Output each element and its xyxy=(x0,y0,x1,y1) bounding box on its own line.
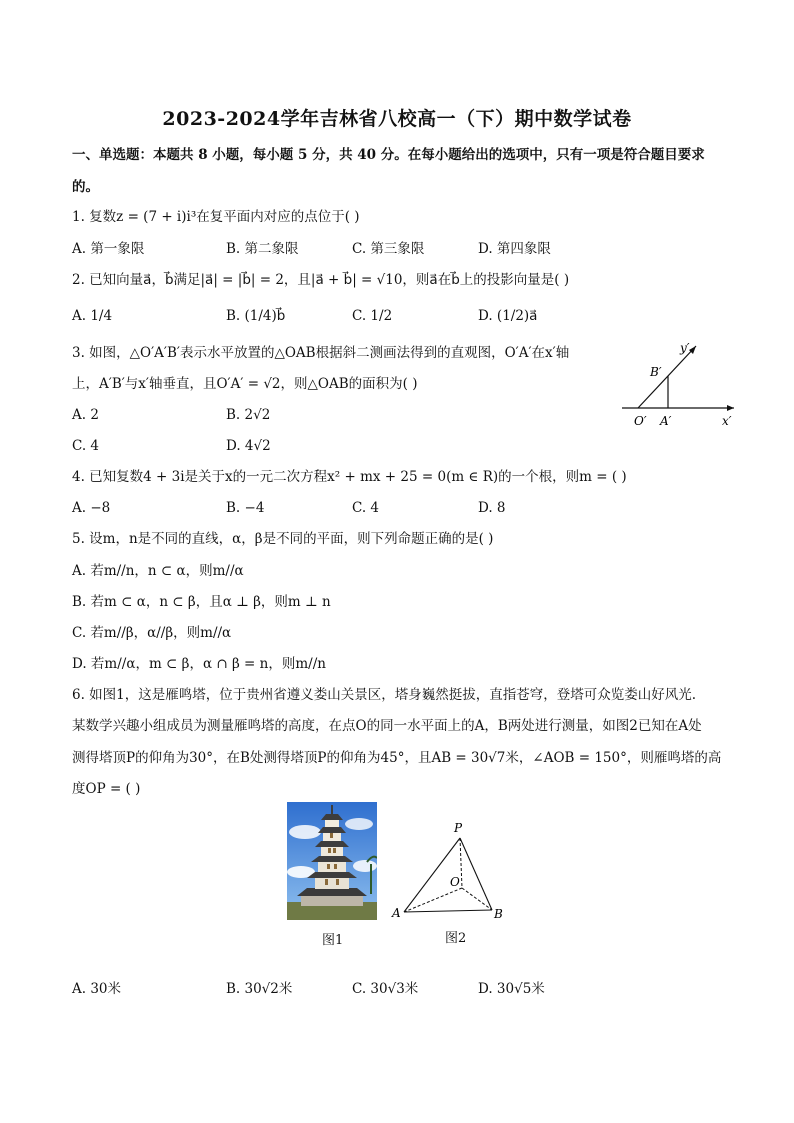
section-heading-line1: 一、单选题：本题共 8 小题，每小题 5 分，共 40 分。在每小题给出的选项中，只有一项是符合题目要求 xyxy=(72,147,705,163)
question-1-option-d: D. 第四象限 xyxy=(478,241,551,257)
question-2-option-a: A. 1/4 xyxy=(72,308,113,324)
question-4-option-c: C. 4 xyxy=(352,500,380,516)
question-4-option-a: A. −8 xyxy=(72,500,111,516)
tower-geometry-figure xyxy=(388,818,512,928)
figure-2-caption: 图2 xyxy=(445,931,467,946)
label-o-prime: O′ xyxy=(634,414,647,428)
question-4-option-b: B. −4 xyxy=(226,500,265,516)
label-x-prime: x′ xyxy=(722,414,732,428)
question-5-option-c: C. 若m//β，α//β，则m//α xyxy=(72,625,232,641)
question-4-stem: 4. 已知复数4 + 3i是关于x的一元二次方程x² + mx + 25 = 0(m ∈ R)的一个根，则m = ( ) xyxy=(72,469,627,485)
question-3-figure xyxy=(616,336,742,430)
question-6-stem-line2: 某数学兴趣小组成员为测量雁鸣塔的高度，在点O的同一水平面上的A，B两处进行测量，如图2已知在A处 xyxy=(72,718,702,734)
question-6-option-d: D. 30√5米 xyxy=(478,981,545,997)
figure-1-caption: 图1 xyxy=(322,933,344,948)
edge-p-b xyxy=(460,838,492,910)
question-6-option-b: B. 30√2米 xyxy=(226,981,293,997)
page-title: 2023-2024学年吉林省八校高一（下）期中数学试卷 xyxy=(162,108,632,130)
question-2-stem: 2. 已知向量a⃗，b⃗满足|a⃗| = |b⃗| = 2，且|a⃗ + b⃗| = √10，则a⃗在b⃗上的投影向量是( ) xyxy=(72,272,570,288)
label-y-prime: y′ xyxy=(680,341,690,355)
question-3-option-d: D. 4√2 xyxy=(226,438,271,454)
question-1-stem: 1. 复数z = (7 + i)i³在复平面内对应的点位于( ) xyxy=(72,209,360,225)
question-1-option-a: A. 第一象限 xyxy=(72,241,145,257)
question-3-stem-line1: 3. 如图，△O′A′B′表示水平放置的△OAB根据斜二测画法得到的直观图，O′A′在x′轴 xyxy=(72,345,570,361)
pagoda-photo xyxy=(287,802,377,920)
question-6-stem-line4: 度OP = ( ) xyxy=(72,781,141,797)
label-o: O xyxy=(450,875,460,889)
label-b-prime: B′ xyxy=(650,365,662,379)
question-6-stem-line1: 6. 如图1，这是雁鸣塔，位于贵州省遵义娄山关景区，塔身巍然挺拔，直指苍穹，登塔可众览娄山好风光. xyxy=(72,687,697,703)
question-5-option-b: B. 若m ⊂ α，n ⊂ β，且α ⊥ β，则m ⊥ n xyxy=(72,594,331,610)
question-3-option-b: B. 2√2 xyxy=(226,407,271,423)
question-5-option-a: A. 若m//n，n ⊂ α，则m//α xyxy=(72,563,244,579)
question-2-option-b: B. (1/4)b⃗ xyxy=(226,308,286,324)
label-p: P xyxy=(454,821,463,835)
question-3-stem-line2: 上，A′B′与x′轴垂直，且O′A′ = √2，则△OAB的面积为( ) xyxy=(72,376,418,392)
question-1-option-c: C. 第三象限 xyxy=(352,241,425,257)
edge-a-b xyxy=(404,910,492,912)
question-6-stem-line3: 测得塔顶P的仰角为30°，在B处测得塔顶P的仰角为45°，且AB = 30√7米，∠AOB = 150°，则雁鸣塔的高 xyxy=(72,750,722,766)
question-6-option-a: A. 30米 xyxy=(72,981,122,997)
question-6-option-c: C. 30√3米 xyxy=(352,981,419,997)
question-1-option-b: B. 第二象限 xyxy=(226,241,299,257)
label-b: B xyxy=(494,907,503,921)
x-axis-arrow xyxy=(727,405,734,411)
question-3-option-c: C. 4 xyxy=(72,438,100,454)
edge-p-o xyxy=(460,838,462,888)
section-heading-line2: 的。 xyxy=(72,179,99,195)
question-3-option-a: A. 2 xyxy=(72,407,99,423)
question-4-option-d: D. 8 xyxy=(478,500,506,516)
question-2-option-d: D. (1/2)a⃗ xyxy=(478,308,538,324)
question-5-option-d: D. 若m//α，m ⊂ β，α ∩ β = n，则m//n xyxy=(72,656,326,672)
y-prime-axis xyxy=(638,346,696,408)
question-2-option-c: C. 1/2 xyxy=(352,308,393,324)
question-5-stem: 5. 设m，n是不同的直线，α，β是不同的平面，则下列命题正确的是( ) xyxy=(72,531,494,547)
label-a-prime: A′ xyxy=(660,414,672,428)
label-a: A xyxy=(392,906,401,920)
